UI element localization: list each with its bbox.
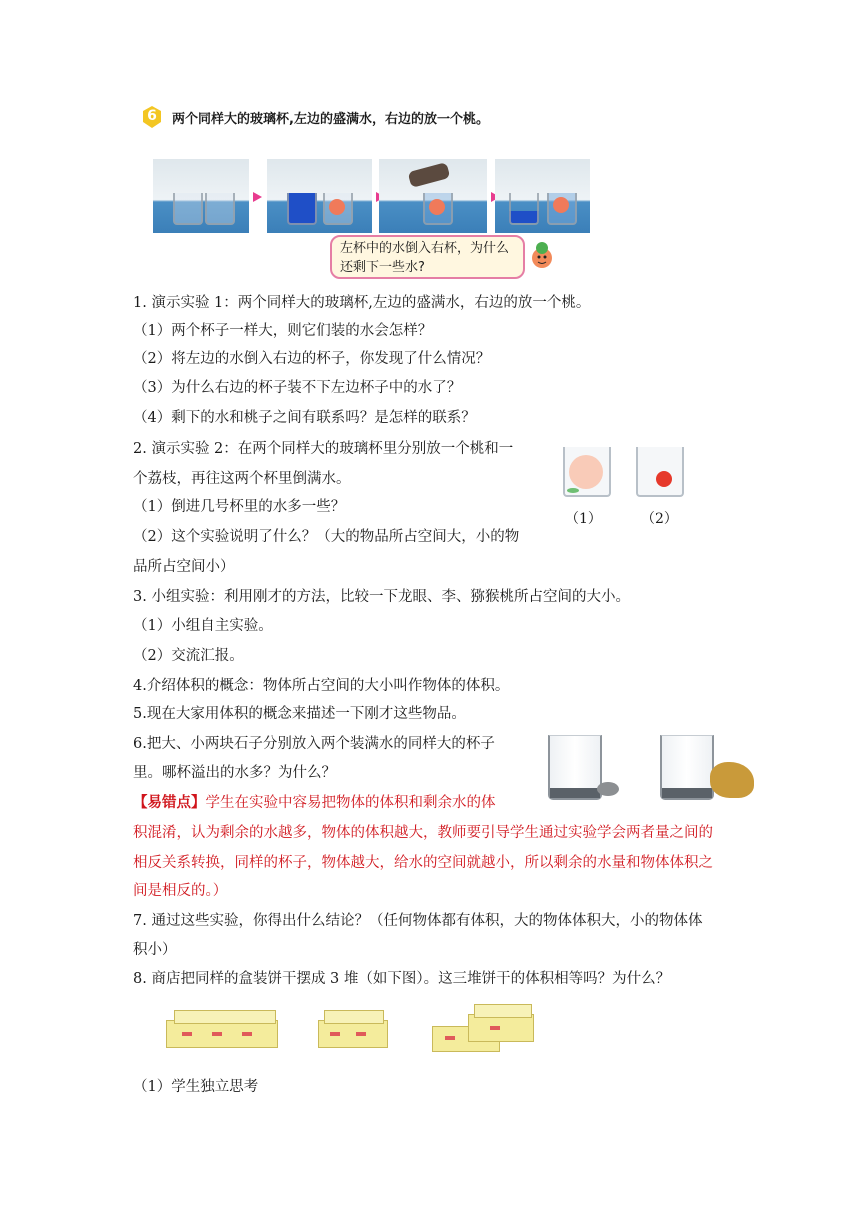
text-line: 4.介绍体积的概念：物体所占空间的大小叫作物体的体积。 (133, 678, 510, 694)
text-line: 7. 通过这些实验，你得出什么结论？（任何物体都有体积，大的物体体积大，小的物体体 (133, 913, 703, 929)
text-line: 5.现在大家用体积的概念来描述一下刚才这些物品。 (133, 706, 466, 722)
error-point-line: 积混淆，认为剩余的水越多，物体的体积越大，教师要引导学生通过实验学会两者量之间的 (133, 825, 713, 841)
glass-cup-right (660, 735, 714, 800)
cup-2 (636, 447, 684, 497)
text-line: 积小） (133, 942, 177, 958)
text-line: （4）剩下的水和桃子之间有联系吗？是怎样的联系？ (133, 410, 476, 426)
section-title: 两个同样大的玻璃杯,左边的盛满水，右边的放一个桃。 (172, 112, 489, 127)
badge-number: 6 (147, 108, 157, 124)
small-stone (597, 782, 619, 796)
glass-cup-left (548, 735, 602, 800)
text-line: 2. 演示实验 2：在两个同样大的玻璃杯里分别放一个桃和一 (133, 441, 514, 457)
photo-pouring-water (379, 159, 487, 233)
text-line: 品所占空间小） (133, 559, 235, 575)
text-line: 里。哪杯溢出的水多？为什么？ (133, 765, 336, 781)
text-line: （2）交流汇报。 (133, 648, 244, 664)
text-line: （2）这个实验说明了什么？（大的物品所占空间大，小的物 (133, 529, 520, 545)
arrow-icon (253, 192, 262, 202)
text-line: 6.把大、小两块石子分别放入两个装满水的同样大的杯子 (133, 736, 495, 752)
error-point-line (133, 793, 496, 813)
photo-result-cups (495, 159, 590, 233)
cup-1 (563, 447, 611, 497)
text-line: 1. 演示实验 1：两个同样大的玻璃杯,左边的盛满水，右边的放一个桃。 (133, 295, 591, 311)
error-point-line: 间是相反的。） (133, 883, 228, 899)
large-stone (710, 762, 754, 798)
cartoon-character-icon (527, 240, 557, 276)
photo-two-empty-cups (153, 159, 249, 233)
text-line: （1）倒进几号杯里的水多一些？ (133, 499, 346, 515)
text-line: （2）将左边的水倒入右边的杯子，你发现了什么情况？ (133, 351, 491, 367)
error-point-label: 【易错点】 (133, 794, 206, 811)
text-line: 3. 小组实验：利用刚才的方法，比较一下龙眼、李、猕猴桃所占空间的大小。 (133, 589, 630, 605)
text-line: 个荔枝，再往这两个杯里倒满水。 (133, 471, 351, 487)
cup-label: （2） (641, 511, 678, 527)
text-line: （1）两个杯子一样大，则它们装的水会怎样？ (133, 323, 433, 339)
error-point-line: 相反关系转换，同样的杯子，物体越大，给水的空间就越小，所以剩余的水量和物体体积之 (133, 855, 713, 871)
error-point-text: 学生在实验中容易把物体的体积和剩余水的体 (205, 795, 496, 811)
photo-water-and-peach (267, 159, 372, 233)
text-line: 8. 商店把同样的盒装饼干摆成 3 堆（如下图）。这三堆饼干的体积相等吗？为什么？ (133, 971, 671, 987)
text-line: （3）为什么右边的杯子装不下左边杯子中的水了？ (133, 380, 462, 396)
cup-label: （1） (565, 511, 602, 527)
text-line: （1）学生独立思考 (133, 1079, 259, 1095)
text-line: （1）小组自主实验。 (133, 618, 273, 634)
speech-bubble: 左杯中的水倒入右杯，为什么还剩下一些水? (330, 235, 525, 279)
